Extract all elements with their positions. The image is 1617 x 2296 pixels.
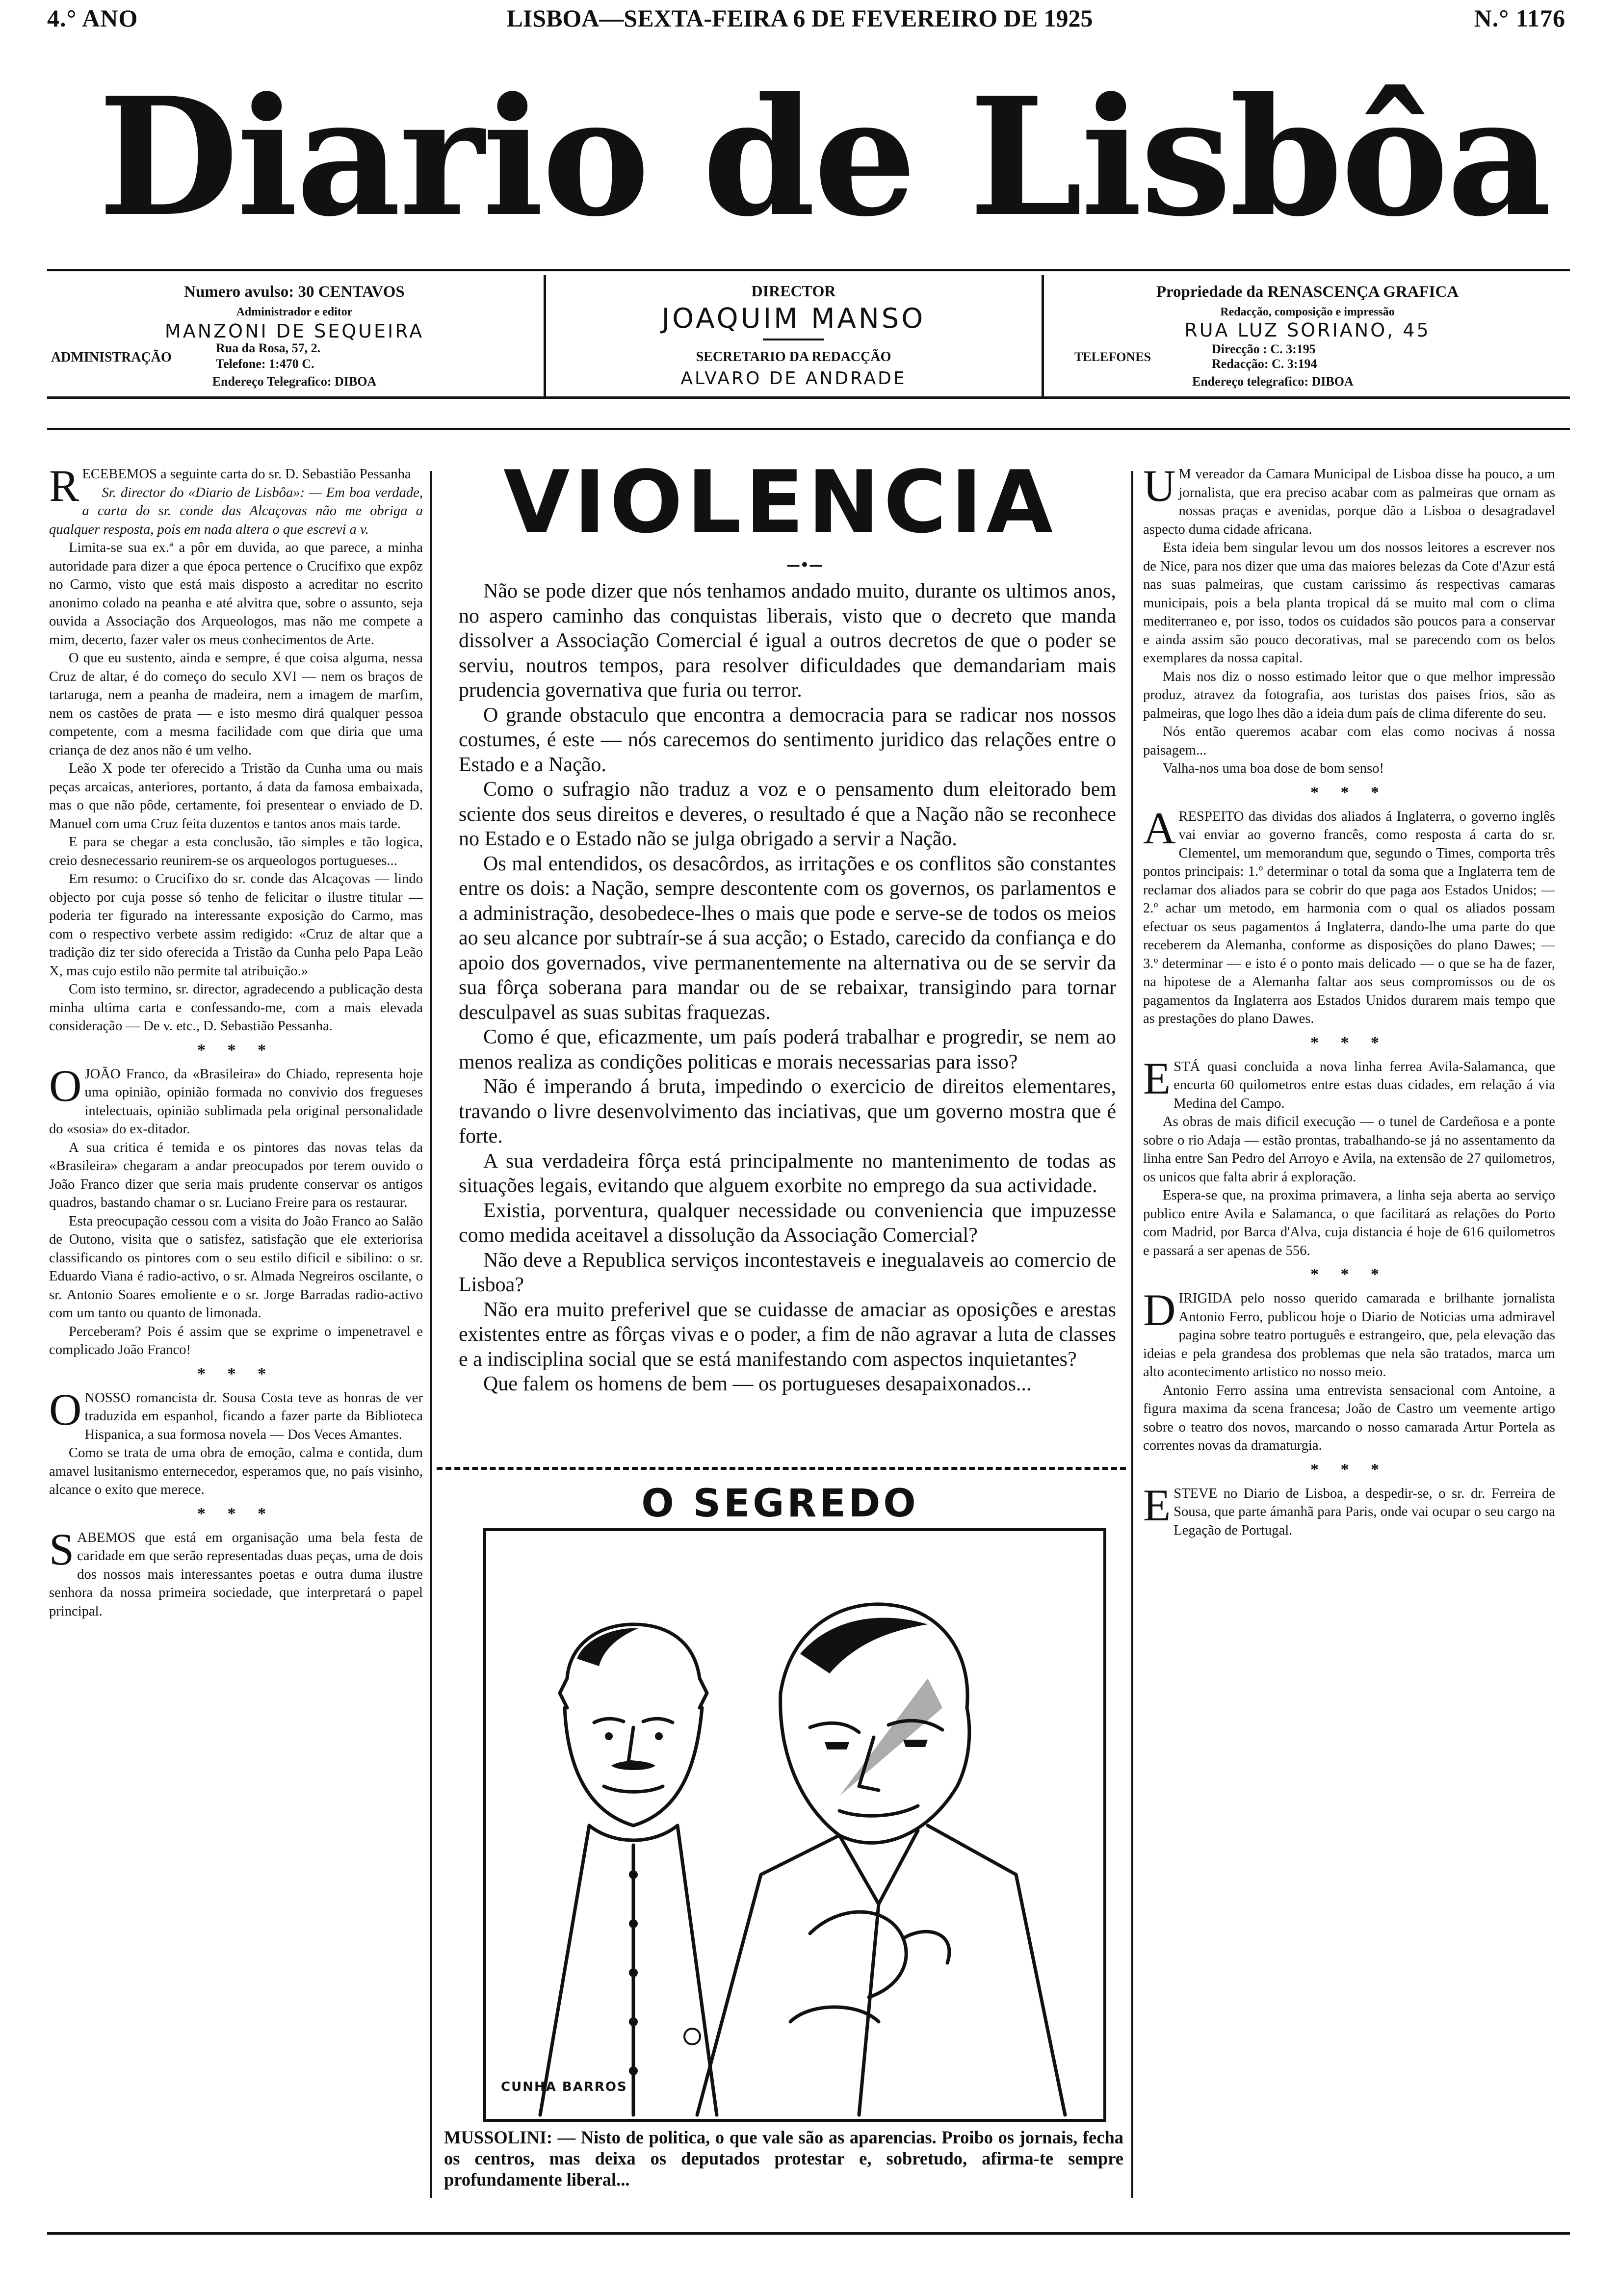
column-rule-left	[430, 471, 432, 2198]
section-separator: * * *	[197, 1364, 275, 1383]
cartoon-signature: CUNHA BARROS	[501, 2080, 627, 2094]
article-sousa-costa-intro: ONOSSO romancista dr. Sousa Costa teve as honras de ver traduzida em espanhol, ficando a fazer parte da Biblioteca Hispanica, a sua formosa novela — Dos Veces Amantes.	[49, 1384, 423, 1442]
director-label: DIRECTOR	[751, 282, 836, 300]
editorial-title: VIOLENCIA	[503, 453, 1057, 552]
editorial-paragraph: Existia, porventura, qualquer necessidade ou conveniencia que impuzesse como medida aceitavel a dissolução da Associação Comercial?	[459, 1199, 1116, 1247]
article-letter-intro: RECEBEMOS a seguinte carta do sr. D. Sebastião Pessanha	[49, 465, 411, 511]
article-antonio-ferro-p: Antonio Ferro assina uma entrevista sensacional com Antoine, a figura maxima da scena francesa; João de Castro um veemente artigo sobre o teatro dos novos, marcando o nosso camarada Artur Portela as correntes novas da dramaturgia.	[1143, 1383, 1555, 1453]
header-director-box	[547, 272, 1040, 395]
admin-address: Rua da Rosa, 57, 2.	[216, 341, 321, 355]
section-separator: * * *	[1310, 783, 1388, 802]
editor-label: Administrador e editor	[236, 306, 353, 318]
phone-direction: Direcção : C. 3:195	[1212, 342, 1316, 356]
editorial-paragraph: Os mal entendidos, os desacôrdos, as irritações e os conflitos são constantes entre os dois: a Nação, sempre descontente com os governos, os parlamentos e a administração, desobedece-lhes o mais que pode e serve-se de todos os meios ao seu alcance por subtraír-se á sua acção; o Estado, carecido da confiança e do apoio dos governados, vive permanentemente na alternativa ou de se servir da sua fôrça soberana para mandar ou de se rebaixar, transigindo para tornar desculpavel as suas subitas fraquezas.	[459, 852, 1116, 1024]
article-palmeiras-p: Nós então queremos acabar com elas como nocivas á nossa paisagem...	[1143, 724, 1555, 758]
header-divider-right	[1042, 275, 1044, 396]
article-palmeiras-p: Valha-nos uma boa dose de bom senso!	[1163, 761, 1384, 776]
article-sousa-costa-p: Como se trata de uma obra de emoção, calma e contida, dum amavel lusitanismo enternecedor, esperamos que, no país visinho, alcance o exito que merece.	[49, 1445, 423, 1497]
editorial-paragraph: Não é imperando á bruta, impedindo o exercicio de direitos elementares, travando o livre desenvolvimento das inciativas, que um governo mostra que é forte.	[459, 1075, 1116, 1148]
secretary-name: ALVARO DE ANDRADE	[680, 368, 907, 389]
editorial-paragraph: Como o sufragio não traduz a voz e o pensamento dum eleitorado bem sciente dos seus direitos e deveres, o resultado é que a Nação não se reconhece no Estado e o Estado não se julga obrigado a servir a Nação.	[459, 778, 1116, 850]
director-separator	[763, 339, 824, 340]
admin-phone: Telefone: 1:470 C.	[216, 357, 314, 371]
section-separator: * * *	[197, 1041, 275, 1059]
article-letter-p: O que eu sustento, ainda e sempre, é que coisa alguma, nessa Cruz de altar, é do começo do seculo XVI — nem os braços de tartaruga, nem a peanha de madeira, nem a imagem de marfim, nem os castões de prata — e isto mesmo dirá qualquer pessoa competente, com a mesma facilidade com que diria que uma criança de dez anos não é um velho.	[49, 651, 423, 758]
masthead-title: Diario de Lisbôa	[98, 62, 1550, 252]
dateline: LISBOA—SEXTA-FEIRA 6 DE FEVEREIRO DE 1925	[506, 4, 1093, 32]
article-letter-p: Sr. director do «Diario de Lisbôa»: — Em boa verdade, a carta do sr. conde das Alcaçovas não me obriga a qualquer resposta, pois em nada altera o que escrevi a v.	[49, 485, 423, 537]
article-letter-p: Limita-se sua ex.ª a pôr em duvida, ao que parece, a minha autoridade para dizer a que época pertence o Crucifixo que expôz no Carmo, visto que está mais disposto a acreditar no escrito anonimo colado na peanha e até alvitra que, sobre o assunto, seja ouvida a Associação dos Arqueologos, mas não me compete a mim, decerto, fazer valer os meus conhecimentos de Arte.	[49, 540, 423, 648]
article-letter-p: Com isto termino, sr. director, agradecendo a publicação desta minha ultima carta e confessando-me, com a mais elevada consideração — De v. etc., D. Sebastião Pessanha.	[49, 982, 423, 1034]
article-antonio-ferro-intro: DIRIGIDA pelo nosso querido camarada e brilhante jornalista Antonio Ferro, publicou hoje o Diario de Noticias uma admiravel pagina sobre teatro português e estrangeiro, que, pela elevação das ideias e pela grandesa dos problemas que nela são tratados, marca um alto acontecimento artistico no nosso meio.	[1143, 1285, 1555, 1380]
article-linha-ferrea-p: As obras de mais dificil execução — o tunel de Cardeñosa e a ponte sobre o rio Adaja — estão prontas, trabalhando-se já no assentamento da linha entre San Pedro del Arroyo e Avila, na extensão de 27 quilometros, os unicos que falta abrir á exploração.	[1143, 1114, 1555, 1185]
section-separator: * * *	[1310, 1033, 1388, 1052]
article-palmeiras-intro: U M vereador da Camara Municipal de Lisboa disse ha pouco, a um jornalista, que era preciso acabar com as palmeiras que ornam as nossas praças e avenidas, porque dão a Lisboa o desagradavel aspecto duma cidade africana.	[1143, 465, 1555, 537]
article-palmeiras-p: Esta ideia bem singular levou um dos nossos leitores a escrever nos de Nice, para nos dizer que uma das maiores belezas da Cote d'Azur está nas suas palmeiras, que custam carissimo ás respectivas camaras municipais, pois a bela planta tropical dá se muito mal com o clima mediterraneo e, por isso, todos os cuidados são poucos para a conservar e ainda assim são pouco decorativas, mal se parecendo com os belos exemplares da nossa capital.	[1143, 540, 1555, 666]
cartoon-title: O SEGREDO	[641, 1482, 919, 1526]
editorial-cartoon-separator	[437, 1467, 1126, 1470]
editorial-paragraph: Não deve a Republica serviços incontestaveis e inegualaveis ao comercio de Lisboa?	[459, 1249, 1116, 1296]
editorial-paragraph: A sua verdadeira fôrça está principalmente no mantenimento de todas as situações legais, evitando que alguem exorbite no emprego da sua actividade.	[459, 1149, 1116, 1197]
article-joao-franco-p: Esta preocupação cessou com a visita do João Franco ao Salão de Outono, visita que o satisfez, satisfação que ele exteriorisa classificando os pintores com o seu estilo dificil e sibilino: o sr. Eduardo Viana é radio-activo, o sr. Almada Negreiros oscilante, o sr. Antonio Soares emoliente e o sr. Jorge Barradas radio-activo com um tanto ou quanto de limonada.	[49, 1213, 423, 1321]
right-column	[1143, 465, 1555, 2226]
section-separator: * * *	[197, 1504, 275, 1523]
header-admin-box	[49, 272, 540, 395]
editor-name: MANZONI DE SEQUEIRA	[164, 320, 424, 342]
director-name: JOAQUIM MANSO	[661, 303, 926, 335]
phone-redaction: Redacção: C. 3:194	[1212, 357, 1317, 371]
article-letter-p: E para se chegar a esta conclusão, tão simples e tão logica, creio desnecessario reunirem-se os arqueologos portugueses...	[49, 835, 423, 868]
secretary-label: SECRETARIO DA REDACÇÃO	[696, 349, 891, 365]
section-separator: * * *	[1310, 1265, 1388, 1283]
cartoon-frame	[483, 1528, 1106, 2122]
cartoon-illustration	[486, 1531, 1103, 2119]
editorial-paragraph: Não se pode dizer que nós tenhamos andado muito, durante os ultimos anos, no aspero caminho das conquistas liberais, visto que o decreto que manda dissolver a Associação Comercial é igual a outros decretos de que o poder se serviu, noutros tempos, para resolver dificuldades que demandariam mais prudencia governativa que furia ou terror.	[459, 580, 1116, 702]
owner-line: Propriedade da RENASCENÇA GRAFICA	[1156, 283, 1459, 301]
article-joao-franco-intro: OJOÃO Franco, da «Brasileira» do Chiado, representa hoje uma opinião, opinião formada no convivio dos fregueses intelectuais, opinião sublimada pela original personalidade do «sosia» do ex-ditador.	[49, 1060, 423, 1137]
article-letter-p: Em resumo: o Crucifixo do sr. conde das Alcaçovas — lindo objecto por cuja posse só tenho de felicitar o ilustre titular — poderia ter figurado na interessante exposição do Carmo, mas com o respectivo verbete assim redigido: «Cruz de altar que a tradição diz ter sido oferecida a Tristão da Cunha pelo Papa Leão X, mas cujo estilo não permite tal atribuição.»	[49, 871, 423, 979]
article-palmeiras-p: Mais nos diz o nosso estimado leitor que o que melhor impressão produz, atravez da fotografia, aos turistas dos paises frios, são as palmeiras, que logo lhes dão a ideia dum país de clima diferente do seu.	[1143, 669, 1555, 721]
press-address: RUA LUZ SORIANO, 45	[1184, 319, 1431, 341]
editorial-paragraph: Como é que, eficazmente, um país poderá trabalhar e progredir, se nem ao menos realiza as condições politicas e morais necessarias para isso?	[459, 1026, 1116, 1073]
editorial-paragraph: Que falem os homens de bem — os portugueses desapaixonados...	[483, 1373, 1032, 1395]
column-rule-right	[1131, 471, 1133, 2198]
year-label: 4.° ANO	[47, 4, 138, 32]
article-linha-ferrea-intro: ESTÁ quasi concluida a nova linha ferrea Avila-Salamanca, que encurta 60 quilometros entre estas duas cidades, em relação á via Medina del Campo.	[1143, 1053, 1555, 1111]
body-bottom-rule	[47, 2232, 1570, 2235]
editorial-paragraph: O grande obstaculo que encontra a democracia para se radicar nos nossos costumes, é este — nós carecemos do sentimento juridico das relações entre o Estado e a Nação.	[459, 704, 1116, 776]
header-divider-left	[544, 275, 546, 396]
article-festa-intro: SABEMOS que está em organisação uma bela festa de caridade em que serão representadas duas peças, uma de dois dos nossos mais interessantes poetas e outra duma ilustre senhora da nossa primeira sociedade, que interpretará o papel principal.	[49, 1524, 423, 1619]
article-ferreira-sousa-intro: ESTEVE no Diario de Lisboa, a despedir-se, o sr. dr. Ferreira de Sousa, que parte ámanhã para Paris, onde vai ocupar o seu cargo na Legação de Portugal.	[1143, 1480, 1555, 1538]
owner-telegraph: Endereço telegrafico: DIBOA	[1192, 374, 1354, 389]
body-top-rule	[47, 428, 1570, 430]
phones-label: TELEFONES	[1074, 350, 1151, 364]
header-bottom-rule	[47, 396, 1570, 399]
left-column	[49, 465, 423, 2226]
price-line: Numero avulso: 30 CENTAVOS	[184, 283, 405, 301]
editorial-body	[459, 579, 1116, 1462]
article-letter-p: Leão X pode ter oferecido a Tristão da Cunha uma ou mais peças arcaicas, anteriores, portanto, á data da famosa embaixada, mas o que não pôde, certamente, foi presentear o enviado de D. Manuel com uma Cruz feita duzentos e tantos anos mais tarde.	[49, 761, 423, 832]
article-linha-ferrea-p: Espera-se que, na proxima primavera, a linha seja aberta ao serviço publico entre Avila e Salamanca, o que facilitará as relações do Porto com Madrid, por Barca d'Alva, cuja distancia é hoje de 616 quilometros e passará a ser apenas de 556.	[1143, 1188, 1555, 1258]
press-label: Redacção, composição e impressão	[1220, 306, 1395, 318]
cartoon-caption: MUSSOLINI: — Nisto de politica, o que vale são as aparencias. Proibo os jornais, fecha os centros, mas deixa os deputados protestar e, sobretudo, afirma-te sempre profundamente liberal...	[444, 2127, 1123, 2190]
issue-number: N.° 1176	[1474, 4, 1565, 32]
article-joao-franco-p: Perceberam? Pois é assim que se exprime o impenetravel e complicado João Franco!	[49, 1324, 423, 1357]
admin-telegraph: Endereço Telegrafico: DIBOA	[212, 374, 377, 389]
article-dividas-intro: ARESPEITO das dividas dos aliados á Inglaterra, o governo inglês vai enviar ao governo francês, como resposta á carta do sr. Clementel, um memorandum que, segundo o Times, comporta três pontos principais: 1.º determinar o total da soma que a Inglaterra tem de reclamar dos aliados para se cobrir do que paga aos Estados Unidos; — 2.º achar um metodo, em harmonia com o qual os aliados possam efectuar os seus pagamentos á Inglaterra, dando-lhe uma parte do que receberem da Alemanha, conforme as disposições do plano Dawes; — 3.º determinar — e isto é o ponto mais delicado — o que se ha de fazer, na hipotese de a Alemanha faltar aos seus compromissos ou de os pagamentos da Inglaterra aos Estados Unidos durarem mais tempo que as prestações do plano Dawes.	[1143, 803, 1555, 1026]
header-top-rule	[47, 269, 1570, 271]
header-owner-box	[1045, 272, 1570, 395]
article-joao-franco-p: A sua critica é temida e os pintores das novas telas da «Brasileira» chegaram a andar preocupados por terem ouvido o João Franco dizer que seria mais prudente conservar os antigos quadros, bastando chamar o sr. Luciano Freire para os restaurar.	[49, 1140, 423, 1210]
editorial-ornament: —•—	[786, 557, 823, 573]
admin-label: ADMINISTRAÇÃO	[51, 350, 172, 365]
section-separator: * * *	[1310, 1460, 1388, 1479]
editorial-paragraph: Não era muito preferivel que se cuidasse de amaciar as oposições e arestas existentes entre as fôrças vivas e o poder, a fim de não agravar a luta de classes e a indisciplina social que se está manifestando com aspectos inquietantes?	[459, 1298, 1116, 1371]
